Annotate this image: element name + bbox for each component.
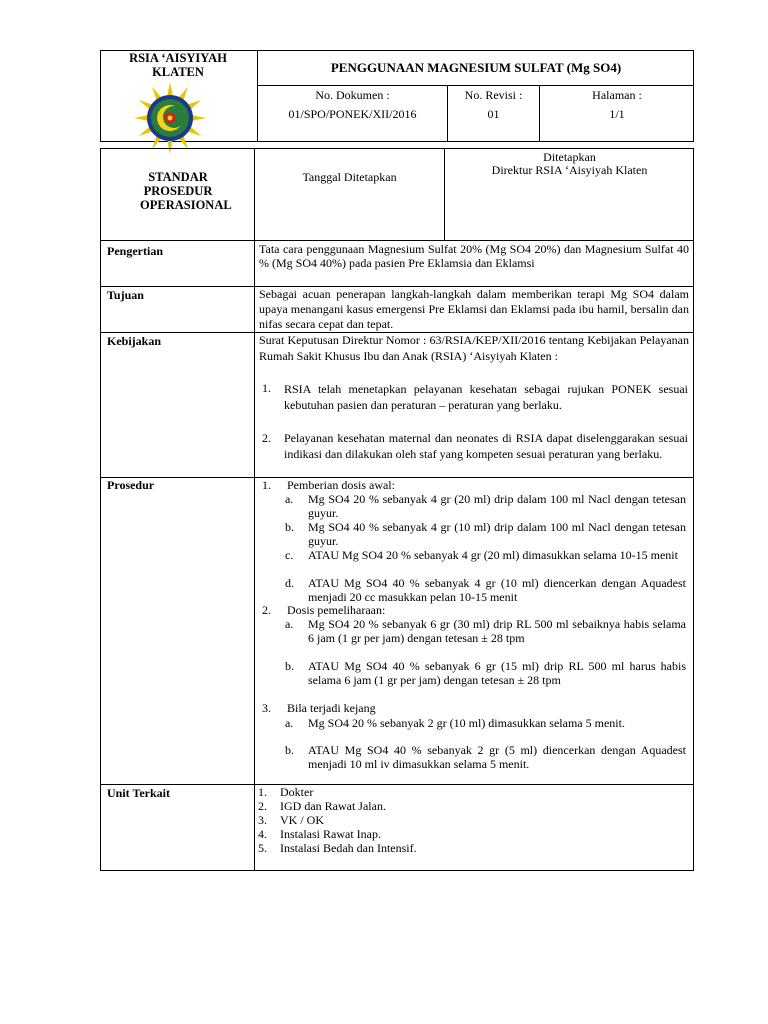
hospital-logo [132, 80, 208, 156]
spo-label: STANDAR PROSEDUR OPERASIONAL [140, 170, 232, 212]
set-by-label: Ditetapkan [543, 150, 596, 164]
divider [100, 240, 694, 241]
prosedur-item-text: ATAU Mg SO4 20 % sebanyak 4 gr (20 ml) dimasukkan selama 10-15 menit [308, 548, 678, 562]
unit-item-text: VK / OK [280, 813, 324, 827]
prosedur-item-text: Mg SO4 20 % sebanyak 4 gr (20 ml) drip dalam 100 ml Nacl dengan tetesan guyur. [308, 492, 686, 520]
unit-label: Unit Terkait [107, 786, 171, 800]
divider [100, 477, 694, 478]
kebijakan-item-number: 1. [262, 381, 271, 395]
prosedur-item-text: ATAU Mg SO4 40 % sebanyak 2 gr (5 ml) diencerkan dengan Aquadest menjadi 10 ml iv dimasukkan selama 5 menit. [308, 743, 686, 771]
prosedur-label: Prosedur [107, 478, 155, 492]
unit-item-number: 5. [258, 841, 267, 855]
doc-no-value: 01/SPO/PONEK/XII/2016 [288, 107, 417, 121]
prosedur-item-letter: a. [285, 617, 294, 631]
prosedur-group-number: 3. [262, 701, 271, 715]
prosedur-item-letter: b. [285, 743, 294, 757]
revision-label: No. Revisi : [464, 88, 523, 102]
document-title: PENGGUNAAN MAGNESIUM SULFAT (Mg SO4) [330, 60, 622, 75]
prosedur-item-letter: b. [285, 659, 294, 673]
tujuan-label: Tujuan [107, 288, 144, 302]
prosedur-group-number: 1. [262, 478, 271, 492]
divider [257, 85, 694, 86]
hospital-name: RSIA ‘AISYIYAH KLATEN [129, 51, 227, 79]
unit-item-text: Dokter [280, 785, 314, 799]
unit-item-number: 1. [258, 785, 267, 799]
prosedur-item-letter: b. [285, 520, 294, 534]
prosedur-item-text: ATAU Mg SO4 40 % sebanyak 6 gr (15 ml) drip RL 500 ml harus habis selama 6 jam (1 gr per jam) dengan tetesan ± 28 tpm [308, 659, 686, 687]
date-label: Tanggal Ditetapkan [302, 170, 397, 184]
pengertian-text: Tata cara penggunaan Magnesium Sulfat 20% (Mg SO4 20%) dan Magnesium Sulfat 40 % (Mg SO4 40%) pada pasien Pre Eklamsia dan Eklamsi [259, 242, 689, 270]
unit-item-text: Instalasi Bedah dan Intensif. [280, 841, 417, 855]
doc-no-label: No. Dokumen : [315, 88, 390, 102]
prosedur-item-letter: a. [285, 492, 294, 506]
page-value: 1/1 [609, 107, 625, 121]
unit-item-text: Instalasi Rawat Inap. [280, 827, 381, 841]
pengertian-label: Pengertian [107, 244, 163, 258]
divider [100, 784, 694, 785]
prosedur-item-text: Mg SO4 40 % sebanyak 4 gr (10 ml) drip dalam 100 ml Nacl dengan tetesan guyur. [308, 520, 686, 548]
prosedur-item-text: Mg SO4 20 % sebanyak 2 gr (10 ml) dimasukkan selama 5 menit. [308, 716, 625, 730]
prosedur-item-letter: d. [285, 576, 294, 590]
page-label: Halaman : [592, 88, 642, 102]
kebijakan-intro: Surat Keputusan Direktur Nomor : 63/RSIA/KEP/XII/2016 tentang Kebijakan Pelayanan Rumah Sakit Khusus Ibu dan Anak (RSIA) ‘Aisyiyah Klaten : [259, 333, 689, 363]
unit-item-number: 3. [258, 813, 267, 827]
unit-item-number: 2. [258, 799, 267, 813]
unit-item-number: 4. [258, 827, 267, 841]
kebijakan-item-text: RSIA telah menetapkan pelayanan kesehatan sebagai rujukan PONEK sesuai kebutuhan pasien dan peraturan – peraturan yang berlaku. [284, 382, 688, 412]
unit-item-text: IGD dan Rawat Jalan. [280, 799, 386, 813]
prosedur-group-title: Pemberian dosis awal: [287, 478, 395, 492]
revision-value: 01 [487, 107, 500, 121]
kebijakan-item-text: Pelayanan kesehatan maternal dan neonates di RSIA dapat diselenggarakan sesuai indikasi dan dilakukan oleh staf yang kompeten sesuai peraturan yang berlaku. [284, 431, 688, 461]
prosedur-group-title: Dosis pemeliharaan: [287, 603, 386, 617]
kebijakan-label: Kebijakan [107, 334, 162, 348]
prosedur-item-text: ATAU Mg SO4 40 % sebanyak 4 gr (10 ml) diencerkan dengan Aquadest menjadi 20 cc masukkan pelan 10-15 menit [308, 576, 686, 604]
kebijakan-item-number: 2. [262, 431, 271, 445]
prosedur-group-number: 2. [262, 603, 271, 617]
prosedur-item-text: Mg SO4 20 % sebanyak 6 gr (30 ml) drip RL 500 ml sebaiknya habis selama 6 jam (1 gr per jam) dengan tetesan ± 28 tpm [308, 617, 686, 645]
prosedur-item-letter: c. [285, 548, 294, 562]
divider [254, 148, 255, 871]
prosedur-group-title: Bila terjadi kejang [287, 701, 376, 715]
tujuan-text: Sebagai acuan penerapan langkah-langkah dalam memberikan terapi Mg SO4 dalam upaya menangani kasus emergensi Pre Eklamsi dan Eklamsi pada ibu hamil, bersalin dan nifas secara cepat dan tepat. [259, 287, 689, 331]
set-by-director: Direktur RSIA ‘Aisyiyah Klaten [491, 163, 648, 177]
prosedur-item-letter: a. [285, 716, 294, 730]
